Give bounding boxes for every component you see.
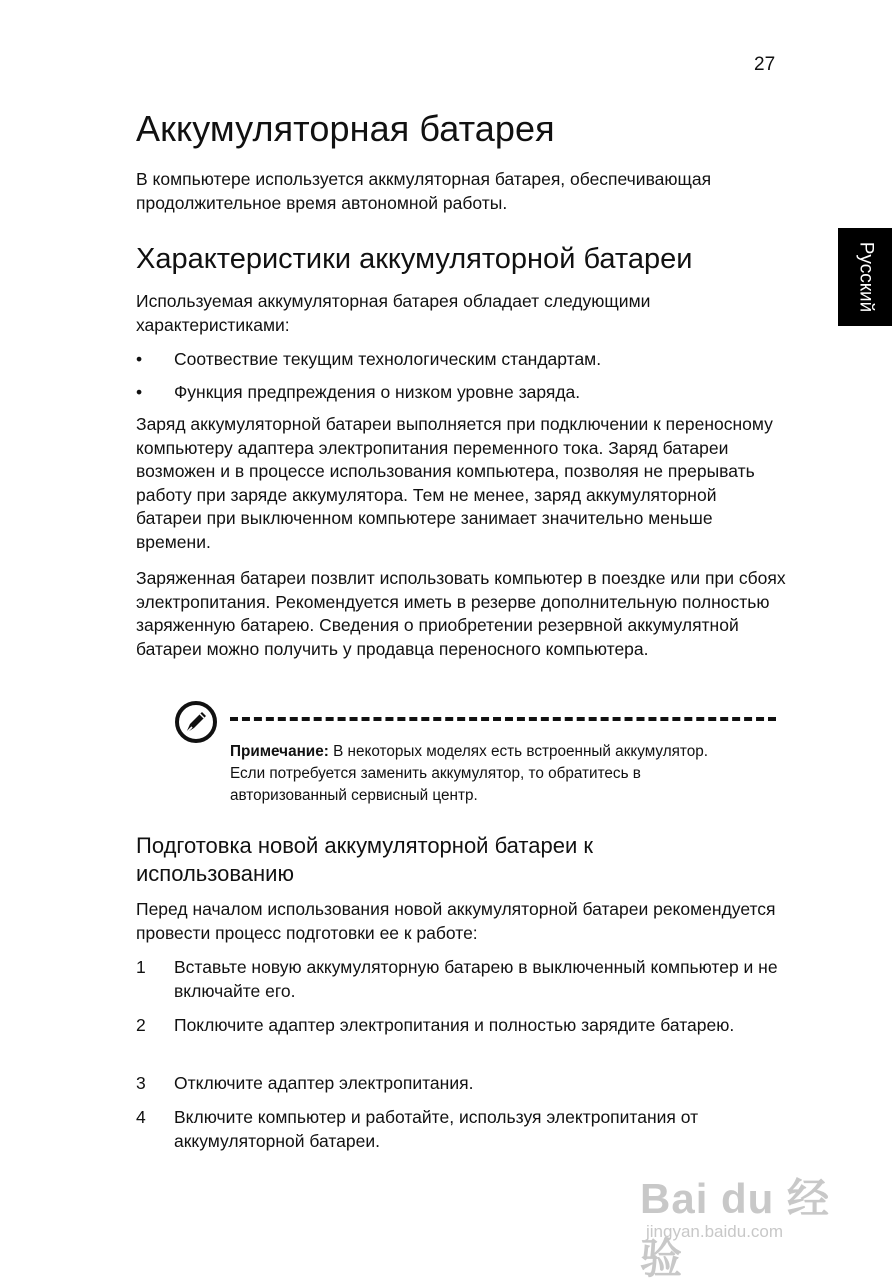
watermark-url: jingyan.baidu.com [646,1222,784,1241]
step-text: Поключите адаптер электропитания и полностью зарядите батарею. [174,1015,735,1035]
step-number: 4 [136,1107,146,1127]
step-text: Включите компьютер и работайте, используя электропитания от аккумуляторной батареи. [174,1107,699,1151]
intro-paragraph: В компьютере используется аккмуляторная батарея, обеспечивающая продолжительное время автономной работы. [136,169,712,213]
bullet-text: Функция предпреждения о низком уровне заряда. [174,382,581,402]
characteristics-lead: Используемая аккумуляторная батарея обладает следующими характеристиками: [136,291,651,335]
note-text [230,741,710,807]
spare-battery-paragraph: Заряженная батареи позвлит использовать компьютер в поездке или при сбоях электропитания. Рекомендуется иметь в резерве дополнительную полностью заряженную батарею. Сведения о приобретении резервной аккумулятной батареи можно получить у продавца переносного компьютера. [136,568,786,659]
step-number: 3 [136,1073,146,1093]
baidu-watermark [640,1148,870,1282]
page-title: Аккумуляторная батарея [136,108,555,149]
step-number: 1 [136,957,146,977]
note-label: Примечание: [230,743,329,760]
language-tab [838,228,892,326]
bullet-text: Соотвествие текущим технологическим стандартам. [174,349,602,369]
note-divider [230,717,776,721]
section-heading-characteristics: Характеристики аккумуляторной батареи [136,243,693,275]
bullet-marker: • [136,349,143,369]
preparation-lead: Перед началом использования новой аккумуляторной батареи рекомендуется провести процесс подготовки ее к работе: [136,899,776,943]
section-heading-preparation: Подготовка новой аккумуляторной батареи к использованию [136,833,593,886]
bullet-marker: • [136,382,143,402]
note-body: В некоторых моделях есть встроенный аккумулятор. Если потребуется заменить аккумулятор, то обратитесь в авторизованный сервисный центр. [230,743,709,804]
watermark-logo-text: Bai du 经验 [640,1175,831,1282]
language-tab-label: Русский [855,241,876,313]
charging-paragraph: Заряд аккумуляторной батареи выполняется при подключении к переносному компьютеру адаптера электропитания переменного тока. Заряд батареи возможен и в процессе использования компьютера, позволяя не прерывать работу при заряде аккумулятора. Тем не менее, заряд аккумуляторной батареи при выключенном компьютере занимает значительно меньше времени. [136,414,773,552]
step-text: Отключите адаптер электропитания. [174,1073,474,1093]
step-number: 2 [136,1015,146,1035]
page-number: 27 [754,54,776,75]
step-text: Вставьте новую аккумуляторную батарею в выключенный компьютер и не включайте его. [174,957,778,1001]
note-pen-icon [174,700,218,744]
